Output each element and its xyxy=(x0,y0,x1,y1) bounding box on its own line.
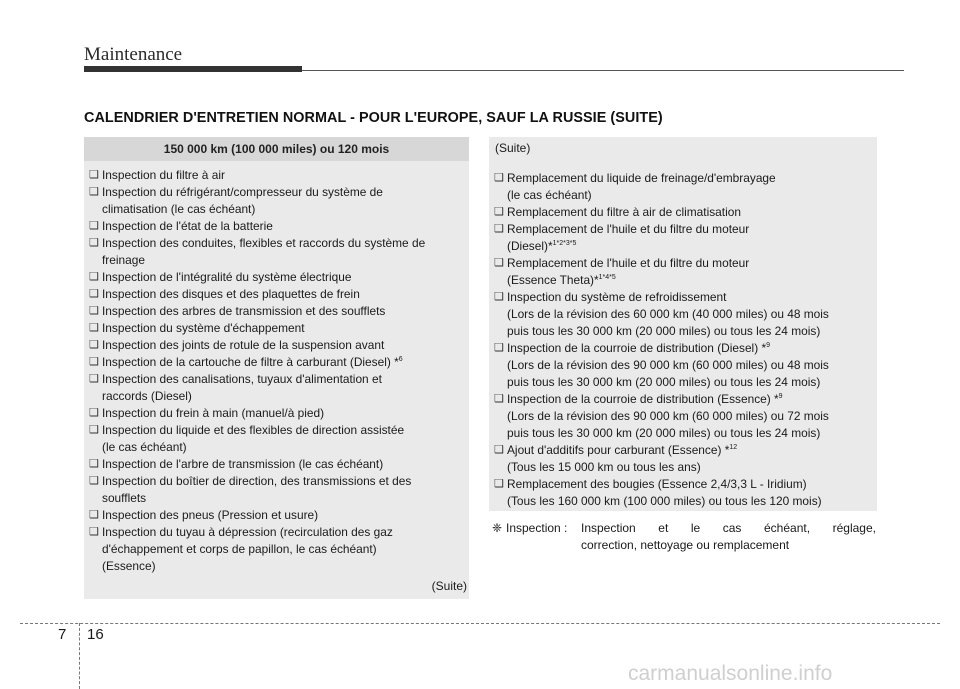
section-title: Maintenance xyxy=(84,44,183,65)
footnote-ref: 6 xyxy=(398,356,403,364)
checkbox-icon: ❑ xyxy=(89,186,99,198)
footer-divider xyxy=(79,623,80,689)
item-continuation xyxy=(102,541,464,558)
suite-label-left: (Suite) xyxy=(431,579,467,593)
item-continuation-text: (Essence Theta)* xyxy=(507,273,599,287)
checkbox-icon: ❑ xyxy=(89,458,99,470)
checklist-item xyxy=(89,456,464,473)
left-panel xyxy=(84,137,469,599)
item-text: Inspection des pneus (Pression et usure) xyxy=(102,508,319,522)
header-rule xyxy=(302,70,904,71)
item-text: Inspection du filtre à air xyxy=(102,168,225,182)
checklist-item xyxy=(89,167,464,184)
item-continuation-text: (Tous les 15 000 km ou tous les ans) xyxy=(507,460,701,474)
checkbox-icon: ❑ xyxy=(89,322,99,334)
checklist-item xyxy=(89,371,464,405)
page-number: 16 xyxy=(87,626,104,643)
item-continuation-text: climatisation (le cas échéant) xyxy=(102,202,256,216)
item-text: Inspection de la cartouche de filtre à carburant (Diesel) * xyxy=(102,355,399,369)
checkbox-icon: ❑ xyxy=(89,509,99,521)
checklist-item xyxy=(89,235,464,269)
item-text: Remplacement du filtre à air de climatisation xyxy=(507,205,741,219)
checklist-item xyxy=(89,269,464,286)
item-text: Inspection du système d'échappement xyxy=(102,321,305,335)
checklist-item xyxy=(494,476,872,510)
right-panel xyxy=(489,137,877,511)
item-continuation-text: (le cas échéant) xyxy=(507,188,592,202)
item-continuation xyxy=(507,408,872,425)
checklist-item xyxy=(89,320,464,337)
checklist-item xyxy=(494,221,872,255)
item-continuation-text: raccords (Diesel) xyxy=(102,389,192,403)
item-continuation-text: (Lors de la révision des 90 000 km (60 000 miles) ou 48 mois xyxy=(507,358,829,372)
item-continuation-text: (Diesel)* xyxy=(507,239,553,253)
checklist-item xyxy=(89,303,464,320)
item-text: Inspection du boîtier de direction, des transmissions et des xyxy=(102,474,412,488)
checkbox-icon: ❑ xyxy=(494,342,504,354)
checkbox-icon: ❑ xyxy=(494,291,504,303)
left-checklist xyxy=(84,161,469,575)
item-continuation-text: d'échappement et corps de papillon, le cas échéant) xyxy=(102,542,377,556)
header-bar xyxy=(84,66,302,72)
checkbox-icon: ❑ xyxy=(89,305,99,317)
item-continuation-text: (Lors de la révision des 90 000 km (60 000 miles) ou 72 mois xyxy=(507,409,829,423)
item-continuation xyxy=(102,439,464,456)
footnote-ref: 1*2*3*5 xyxy=(552,240,577,248)
checkbox-icon: ❑ xyxy=(494,444,504,456)
item-text: Inspection de la courroie de distribution (Diesel) * xyxy=(507,341,767,355)
checklist-item xyxy=(494,442,872,476)
item-continuation-text: (le cas échéant) xyxy=(102,440,187,454)
note-mark-icon: ❈ xyxy=(492,521,503,535)
note-text xyxy=(581,520,876,554)
item-continuation-text: freinage xyxy=(102,253,145,267)
page-title: CALENDRIER D'ENTRETIEN NORMAL - POUR L'EUROPE, SAUF LA RUSSIE (SUITE) xyxy=(84,110,663,126)
checklist-item xyxy=(89,184,464,218)
note-word: échéant, xyxy=(764,521,811,535)
item-text: Inspection du liquide et des flexibles de direction assistée xyxy=(102,423,405,437)
checklist-item xyxy=(89,286,464,303)
note-word: et xyxy=(658,521,669,535)
checkbox-icon: ❑ xyxy=(89,169,99,181)
checkbox-icon: ❑ xyxy=(89,271,99,283)
note-label: Inspection : xyxy=(506,521,568,535)
item-text: Inspection de l'intégralité du système électrique xyxy=(102,270,352,284)
item-continuation xyxy=(507,459,872,476)
item-text: Remplacement des bougies (Essence 2,4/3,3 L - Iridium) xyxy=(507,477,807,491)
footnote-ref: 1*4*5 xyxy=(598,274,616,282)
checkbox-icon: ❑ xyxy=(89,356,99,368)
footer-rule xyxy=(20,623,940,624)
item-text: Inspection du réfrigérant/compresseur du système de xyxy=(102,185,383,199)
note-line-2: correction, nettoyage ou remplacement xyxy=(581,538,790,552)
note-word: réglage, xyxy=(832,521,876,535)
chapter-number: 7 xyxy=(58,626,67,643)
checkbox-icon: ❑ xyxy=(494,257,504,269)
item-continuation xyxy=(102,490,464,507)
item-continuation: puis tous les 30 000 km (20 000 miles) ou tous les 24 mois) xyxy=(507,426,821,440)
checkbox-icon: ❑ xyxy=(89,220,99,232)
item-text: Inspection de l'état de la batterie xyxy=(102,219,273,233)
item-continuation xyxy=(102,388,464,405)
item-text: Remplacement de l'huile et du filtre du moteur xyxy=(507,222,750,236)
item-continuation-text: (Tous les 160 000 km (100 000 miles) ou tous les 120 mois) xyxy=(507,494,822,508)
item-continuation-text: (Lors de la révision des 60 000 km (40 000 miles) ou 48 mois xyxy=(507,307,829,321)
item-continuation: puis tous les 30 000 km (20 000 miles) ou tous les 24 mois) xyxy=(507,375,821,389)
item-continuation xyxy=(102,201,464,218)
item-continuation: puis tous les 30 000 km (20 000 miles) ou tous les 24 mois) xyxy=(507,324,821,338)
item-continuation-text: soufflets xyxy=(102,491,147,505)
checklist-item xyxy=(89,218,464,235)
item-text: Ajout d'additifs pour carburant (Essence) * xyxy=(507,443,730,457)
checkbox-icon: ❑ xyxy=(494,393,504,405)
checkbox-icon: ❑ xyxy=(89,373,99,385)
item-text: Inspection de la courroie de distribution (Essence) * xyxy=(507,392,779,406)
item-continuation xyxy=(507,357,872,374)
checkbox-icon: ❑ xyxy=(89,475,99,487)
checklist-item xyxy=(494,204,872,221)
item-text: Inspection des disques et des plaquettes de frein xyxy=(102,287,360,301)
note-word: cas xyxy=(722,521,742,535)
item-text: Remplacement de l'huile et du filtre du moteur xyxy=(507,256,750,270)
checkbox-icon: ❑ xyxy=(494,223,504,235)
left-panel-heading: 150 000 km (100 000 miles) ou 120 mois xyxy=(84,137,469,161)
checkbox-icon: ❑ xyxy=(89,424,99,436)
checkbox-icon: ❑ xyxy=(89,526,99,538)
item-continuation xyxy=(507,493,872,510)
watermark: carmanualsonline.info xyxy=(628,662,833,685)
right-checklist xyxy=(489,167,877,510)
item-continuation xyxy=(102,252,464,269)
checkbox-icon: ❑ xyxy=(89,237,99,249)
checklist-item xyxy=(494,391,872,442)
checkbox-icon: ❑ xyxy=(494,206,504,218)
item-text: Inspection de l'arbre de transmission (le cas échéant) xyxy=(102,457,384,471)
checkbox-icon: ❑ xyxy=(494,172,504,184)
item-continuation xyxy=(507,272,872,289)
item-continuation xyxy=(507,306,872,323)
item-continuation: (Essence) xyxy=(102,559,156,573)
checklist-item xyxy=(494,340,872,391)
item-text: Inspection du frein à main (manuel/à pied) xyxy=(102,406,325,420)
checklist-item xyxy=(89,507,464,524)
checklist-item xyxy=(494,289,872,340)
checklist-item xyxy=(89,405,464,422)
item-text: Inspection des arbres de transmission et des soufflets xyxy=(102,304,386,318)
checklist-item xyxy=(494,255,872,289)
item-text: Inspection des joints de rotule de la suspension avant xyxy=(102,338,385,352)
item-text: Inspection du système de refroidissement xyxy=(507,290,727,304)
footnote-ref: 9 xyxy=(778,393,783,401)
footnote-ref: 12 xyxy=(729,444,738,452)
checkbox-icon: ❑ xyxy=(89,407,99,419)
item-text: Inspection des conduites, flexibles et raccords du système de xyxy=(102,236,426,250)
item-text: Inspection du tuyau à dépression (recirculation des gaz xyxy=(102,525,393,539)
item-text: Remplacement du liquide de freinage/d'embrayage xyxy=(507,171,776,185)
checklist-item xyxy=(89,473,464,507)
note-word: Inspection xyxy=(581,521,636,535)
item-text: Inspection des canalisations, tuyaux d'alimentation et xyxy=(102,372,382,386)
item-continuation xyxy=(507,238,872,255)
checklist-item xyxy=(89,524,464,575)
item-continuation xyxy=(507,187,872,204)
checklist-item xyxy=(494,170,872,204)
checkbox-icon: ❑ xyxy=(89,339,99,351)
note-word: le xyxy=(690,521,701,535)
checklist-item xyxy=(89,422,464,456)
footnote-ref: 9 xyxy=(766,342,770,350)
checklist-item xyxy=(89,337,464,354)
checklist-item xyxy=(89,354,464,371)
checkbox-icon: ❑ xyxy=(89,288,99,300)
checkbox-icon: ❑ xyxy=(494,478,504,490)
suite-label-right: (Suite) xyxy=(495,141,531,155)
inspection-note xyxy=(492,520,876,554)
